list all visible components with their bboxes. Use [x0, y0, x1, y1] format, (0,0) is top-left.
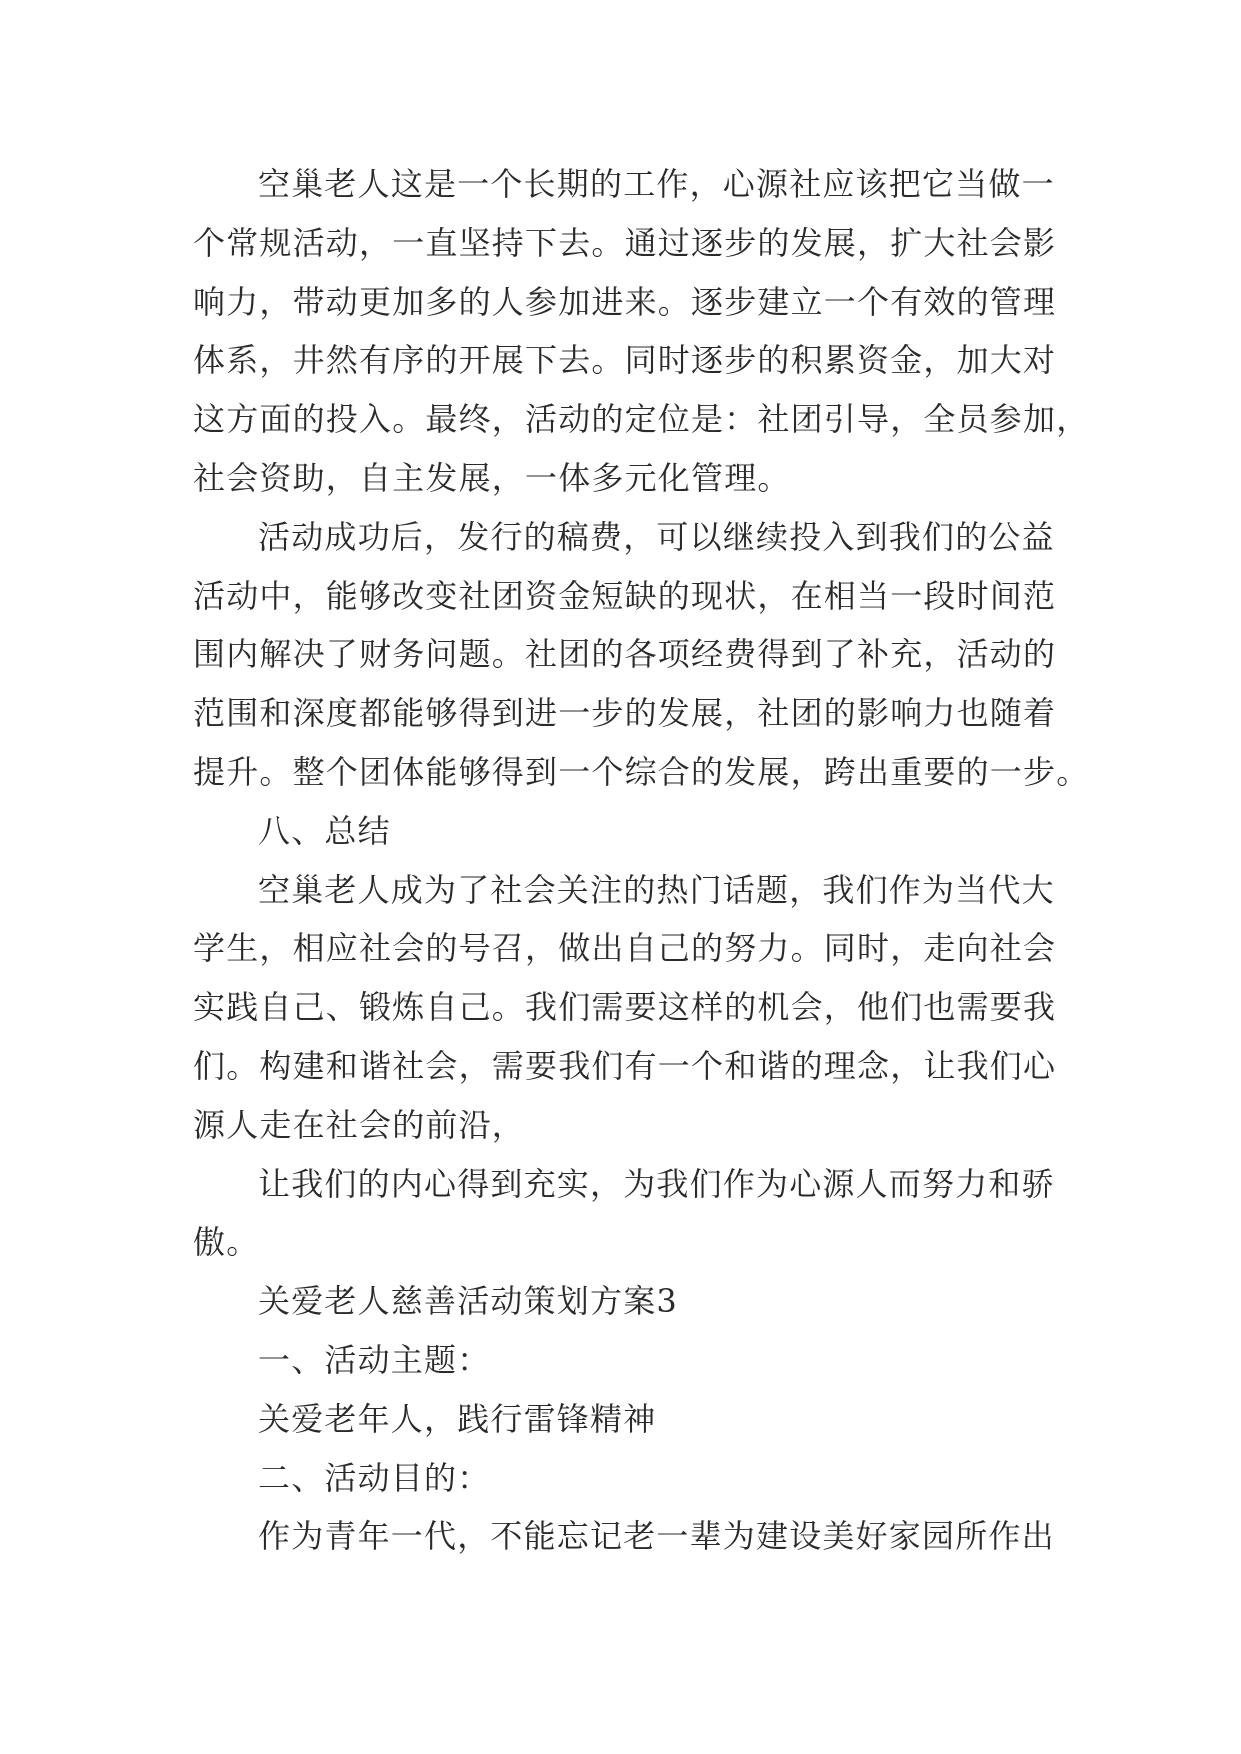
paragraph-line: 活动中，能够改变社团资金短缺的现状，在相当一段时间范 [193, 576, 1057, 615]
paragraph-line: 这方面的投入。最终，活动的定位是：社团引导，全员参加， [193, 400, 1090, 439]
paragraph-line: 围内解决了财务问题。社团的各项经费得到了补充，活动的 [193, 635, 1057, 674]
paragraph-line: 范围和深度都能够得到进一步的发展，社团的影响力也随着 [193, 694, 1057, 733]
paragraph-line: 响力，带动更加多的人参加进来。逐步建立一个有效的管理 [193, 282, 1057, 321]
document-body [193, 155, 1090, 1566]
paragraph-line: 空巢老人成为了社会关注的热门话题，我们作为当代大 [258, 870, 1055, 909]
paragraph-line: 个常规活动，一直坚持下去。通过逐步的发展，扩大社会影 [193, 223, 1057, 262]
paragraph-line: 活动成功后，发行的稿费，可以继续投入到我们的公益 [258, 517, 1055, 556]
section-heading: 八、总结 [258, 811, 391, 850]
paragraph-line: 实践自己、锻炼自己。我们需要这样的机会，他们也需要我 [193, 988, 1057, 1027]
section-heading: 二、活动目的： [258, 1458, 491, 1497]
paragraph-line: 作为青年一代，不能忘记老一辈为建设美好家园所作出 [258, 1517, 1055, 1556]
paragraph-line: 关爱老年人，践行雷锋精神 [258, 1399, 657, 1438]
section-heading: 一、活动主题： [258, 1340, 491, 1379]
paragraph-line: 体系，井然有序的开展下去。同时逐步的积累资金，加大对 [193, 341, 1057, 380]
paragraph-line: 源人走在社会的前沿， [193, 1105, 526, 1144]
paragraph-line: 提升。整个团体能够得到一个综合的发展，跨出重要的一步。 [193, 752, 1090, 791]
document-title: 关爱老人慈善活动策划方案3 [258, 1282, 678, 1321]
paragraph-line: 社会资助，自主发展，一体多元化管理。 [193, 458, 791, 497]
paragraph-line: 傲。 [193, 1223, 260, 1262]
paragraph-line: 让我们的内心得到充实，为我们作为心源人而努力和骄 [258, 1164, 1055, 1203]
paragraph-line: 学生，相应社会的号召，做出自己的努力。同时，走向社会 [193, 929, 1057, 968]
paragraph-line: 空巢老人这是一个长期的工作，心源社应该把它当做一 [258, 165, 1055, 203]
paragraph-line: 们。构建和谐社会，需要我们有一个和谐的理念，让我们心 [193, 1046, 1057, 1085]
